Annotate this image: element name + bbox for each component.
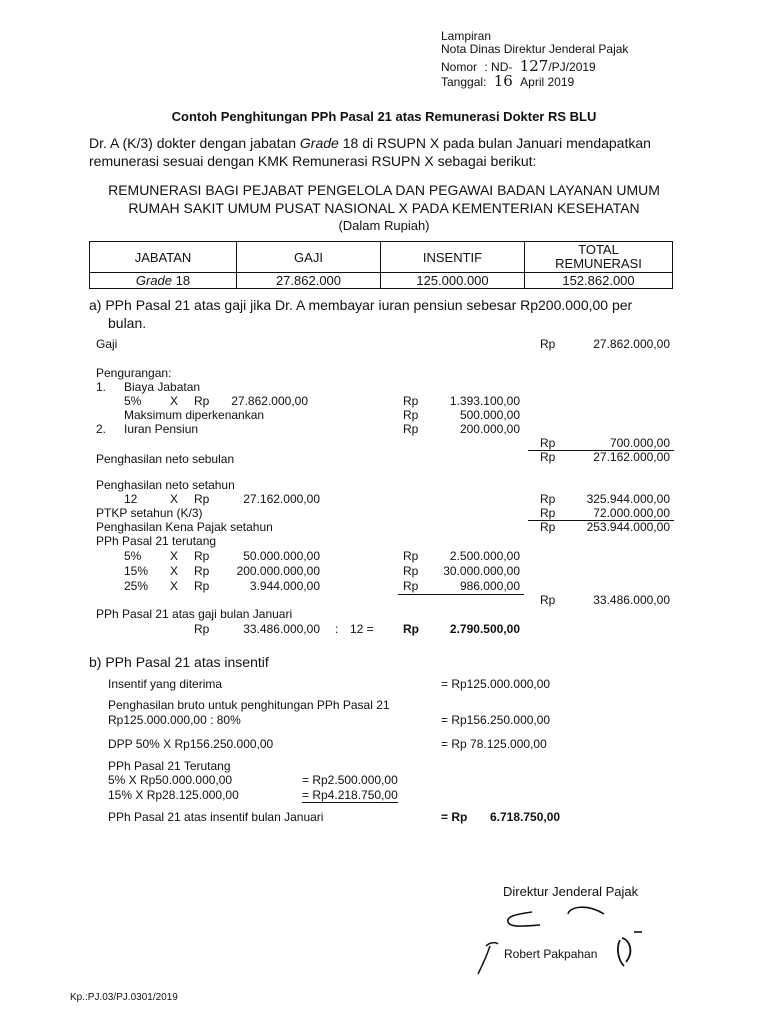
tanggal-label: Tanggal — [441, 75, 484, 89]
signature-scribble — [470, 900, 650, 980]
section-a-heading-2: bulan. — [108, 315, 147, 331]
tarif-1-rp: Rp — [194, 549, 210, 563]
neto-x: X — [170, 492, 179, 506]
ptkp-value: 72.000.000,00 — [593, 506, 670, 520]
b-tarif-1: 5% X Rp50.000.000,00 — [108, 773, 233, 787]
tanggal-suffix: April 2019 — [520, 75, 575, 89]
neto-tahun-rp: Rp — [540, 492, 556, 506]
tarif-3-x: X — [170, 579, 179, 593]
tarif-2-value: 30.000.000,00 — [443, 564, 520, 578]
nota-dinas-label: Nota Dinas Direktur Jenderal Pajak — [441, 42, 629, 56]
section-a-heading-1: a) PPh Pasal 21 atas gaji jika Dr. A membayar iuran pensiun sebesar Rp200.000,00 per — [89, 297, 633, 313]
tarif-1-pct: 5% — [124, 549, 142, 563]
cell-gaji: 27.862.000 — [237, 273, 381, 289]
bruto-label-2: Rp125.000.000,00 : 80% — [108, 713, 241, 727]
pph-jan-base: 33.486.000,00 — [243, 622, 320, 636]
item-number-1: 1. — [96, 380, 107, 394]
intro-line-2: remunerasi sesuai dengan KMK Remunerasi RSUPN X sebagai berikut: — [89, 153, 537, 169]
tarif-2-x: X — [170, 564, 179, 578]
remuneration-table — [89, 241, 673, 289]
bj-value: 1.393.100,00 — [449, 394, 520, 408]
pph-jan-colon: : — [335, 622, 339, 636]
tarif-1-rp2: Rp — [403, 549, 419, 563]
tanggal-line — [441, 72, 574, 90]
dpp-value: = Rp 78.125.000,00 — [441, 737, 547, 751]
header-jabatan: JABATAN — [90, 242, 237, 273]
cell-jabatan — [90, 273, 237, 289]
intro-pre: Dr. A (K/3) dokter dengan jabatan — [89, 135, 297, 151]
gaji-value: 27.862.000,00 — [593, 337, 670, 351]
header-total — [525, 242, 673, 273]
header-total-line1: TOTAL — [578, 242, 619, 257]
header-total-line2: REMUNERASI — [555, 256, 642, 271]
nomor-handwritten: 127 — [519, 57, 549, 75]
document-title: Contoh Penghitungan PPh Pasal 21 atas Remunerasi Dokter RS BLU — [171, 109, 597, 124]
gaji-rp: Rp — [540, 337, 556, 351]
lampiran-label: Lampiran — [441, 29, 492, 43]
cell-insentif: 125.000.000 — [381, 273, 525, 289]
nomor-suffix: /PJ/2019 — [548, 60, 596, 74]
b-tarif-2: 15% X Rp28.125.000,00 — [108, 788, 239, 802]
b-total-eq: = Rp — [441, 810, 468, 824]
divider-line — [398, 594, 524, 595]
ptkp-rp: Rp — [540, 506, 556, 520]
b-tarif-2-value: = Rp4.218.750,00 — [302, 788, 398, 802]
tarif-2-rp2: Rp — [403, 564, 419, 578]
b-tarif-1-value: = Rp2.500.000,00 — [302, 773, 398, 787]
iuran-value: 200.000,00 — [459, 422, 520, 436]
signatory-name: Robert Pakpahan — [504, 947, 598, 961]
tarif-3-rp2: Rp — [403, 579, 419, 593]
section-b-heading: b) PPh Pasal 21 atas insentif — [89, 654, 269, 670]
cell-jabatan-num: 18 — [175, 273, 191, 288]
tarif-2-rp: Rp — [194, 564, 210, 578]
neto-bulan-rp: Rp — [540, 450, 556, 464]
tarif-3-base: 3.944.000,00 — [249, 579, 320, 593]
tarif-1-base: 50.000.000,00 — [243, 549, 320, 563]
tarif-3-rp: Rp — [194, 579, 210, 593]
total-pengurangan-value: 700.000,00 — [609, 436, 670, 450]
intro-grade: Grade — [299, 135, 339, 151]
maksimum-label: Maksimum diperkenankan — [124, 408, 265, 422]
table-title-line-1: REMUNERASI BAGI PEJABAT PENGELOLA DAN PEGAWAI BADAN LAYANAN UMUM — [108, 182, 660, 198]
pph-total-value: 33.486.000,00 — [593, 593, 670, 607]
total-pengurangan-rp: Rp — [540, 436, 556, 450]
pph-jan-value: 2.790.500,00 — [449, 622, 520, 636]
nomor-label: Nomor — [441, 60, 478, 74]
neto-tahun-label: Penghasilan neto setahun — [96, 478, 235, 492]
bj-rp: Rp — [194, 394, 210, 408]
dpp-label: DPP 50% X Rp156.250.000,00 — [108, 737, 274, 751]
neto-bulan-value: 27.162.000,00 — [593, 450, 670, 464]
table-row — [90, 273, 673, 289]
neto-tahun-value: 325.944.000,00 — [586, 492, 670, 506]
intro-post: 18 di RSUPN X pada bulan Januari mendapatkan — [342, 135, 651, 151]
table-header-row — [90, 242, 673, 273]
iuran-label: Iuran Pensiun — [124, 422, 199, 436]
tanggal-handwritten: 16 — [493, 72, 513, 90]
biaya-jabatan-label: Biaya Jabatan — [124, 380, 201, 394]
bj-base: 27.862.000,00 — [231, 394, 308, 408]
neto-bulan-label: Penghasilan neto sebulan — [96, 452, 235, 466]
maksimum-value: 500.000,00 — [459, 408, 520, 422]
ptkp-label: PTKP setahun (K/3) — [96, 506, 203, 520]
cell-jabatan-grade: Grade — [135, 273, 173, 288]
table-title-unit: (Dalam Rupiah) — [338, 218, 430, 233]
maksimum-rp: Rp — [403, 408, 419, 422]
intro-line-1 — [89, 135, 651, 151]
nomor-prefix: : ND- — [484, 60, 513, 74]
b-total-label: PPh Pasal 21 atas insentif bulan Januari — [108, 810, 324, 824]
tarif-2-pct: 15% — [124, 564, 149, 578]
insentif-value: = Rp125.000.000,00 — [441, 677, 551, 691]
pph-jan-rp: Rp — [194, 622, 210, 636]
bruto-value: = Rp156.250.000,00 — [441, 713, 551, 727]
pph-terutang-label: PPh Pasal 21 terutang — [96, 534, 217, 548]
bj-x: X — [170, 394, 179, 408]
cell-total: 152.862.000 — [525, 273, 673, 289]
tarif-1-x: X — [170, 549, 179, 563]
header-gaji: GAJI — [237, 242, 381, 273]
tarif-3-value: 986.000,00 — [459, 579, 520, 593]
b-terutang-label: PPh Pasal 21 Terutang — [108, 759, 231, 773]
pengurangan-label: Pengurangan: — [96, 366, 172, 380]
neto-twelve: 12 — [124, 492, 138, 506]
iuran-rp: Rp — [403, 422, 419, 436]
neto-base: 27.162.000,00 — [243, 492, 320, 506]
tarif-1-value: 2.500.000,00 — [449, 549, 520, 563]
pkp-value: 253.944.000,00 — [586, 520, 670, 534]
pph-total-rp: Rp — [540, 593, 556, 607]
pkp-rp: Rp — [540, 520, 556, 534]
bruto-label-1: Penghasilan bruto untuk penghitungan PPh Pasal 21 — [108, 698, 390, 712]
insentif-label: Insentif yang diterima — [108, 677, 223, 691]
signatory-title: Direktur Jenderal Pajak — [503, 884, 639, 899]
b-total-value: 6.718.750,00 — [490, 810, 561, 824]
tarif-3-pct: 25% — [124, 579, 149, 593]
tanggal-colon: : — [483, 75, 487, 89]
tarif-2-base: 200.000.000,00 — [236, 564, 320, 578]
header-insentif: INSENTIF — [381, 242, 525, 273]
footer-code: Kp.:PJ.03/PJ.0301/2019 — [70, 992, 178, 1003]
neto-rp: Rp — [194, 492, 210, 506]
bj-pct: 5% — [124, 394, 142, 408]
gaji-label: Gaji — [96, 337, 118, 351]
pph-jan-rp2: Rp — [403, 622, 419, 636]
item-number-2: 2. — [96, 422, 107, 436]
pph-jan-div: 12 = — [350, 622, 374, 636]
pph-jan-label: PPh Pasal 21 atas gaji bulan Januari — [96, 607, 293, 621]
table-title-line-2: RUMAH SAKIT UMUM PUSAT NASIONAL X PADA KEMENTERIAN KESEHATAN — [128, 200, 640, 216]
bj-rp2: Rp — [403, 394, 419, 408]
pkp-label: Penghasilan Kena Pajak setahun — [96, 520, 273, 534]
